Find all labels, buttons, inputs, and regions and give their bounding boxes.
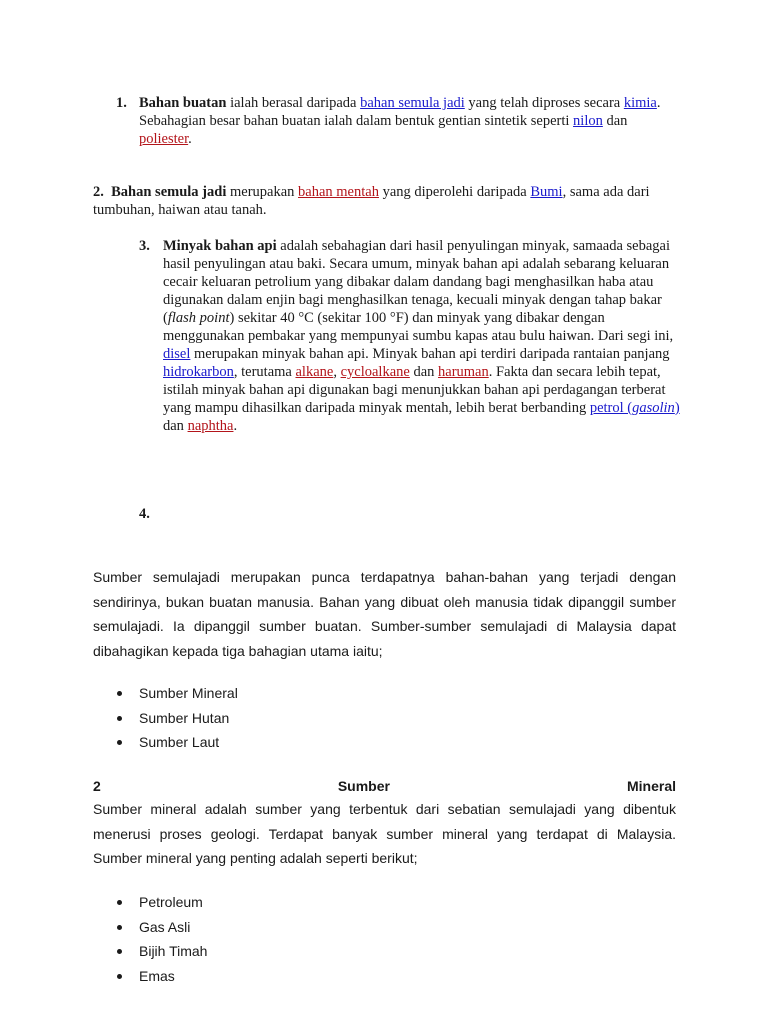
link-poliester[interactable]: poliester [139,131,189,147]
link-text-italic: gasolin [632,400,675,416]
list-item: Gas Asli [93,915,207,940]
text-span: merupakan [226,184,299,200]
text-span: dan [163,418,188,434]
list-item: Petroleum [93,890,207,915]
item-1-term: Bahan buatan [139,95,227,111]
text-span: ialah berasal daripada [226,95,361,111]
text-span: adalah sebahagian dari hasil penyulingan minyak, samaada sebagai hasil penyulingan atau baki. Secara umum, minyak bahan api adalah sebarang keluaran cecair keluaran petrolium yang dibakar dalam dandang bagi menghasilkan haba atau digunakan dalam enjin bagi menghasilkan tenaga, kecuali minyak dengan tahap bakar ( [163,238,671,326]
link-alkane[interactable]: alkane [295,364,334,380]
text-span: yang telah diproses secara [464,95,624,111]
text-span: . [188,131,192,147]
sumber-list [93,681,238,755]
heading-word-2: Mineral [626,778,676,794]
link-nilon[interactable]: nilon [573,113,603,129]
link-petrol-gasolin[interactable] [590,400,680,416]
text-span: . Sebahagian besar bahan buatan ialah dalam bentuk gentian sintetik seperti [139,95,661,129]
link-bahan-semula-jadi[interactable]: bahan semula jadi [360,95,465,111]
sumber-mineral-heading [93,774,676,798]
link-haruman[interactable]: haruman [438,364,489,380]
link-kimia[interactable]: kimia [623,95,657,111]
text-span: . [233,418,238,434]
heading-word-1: Sumber [337,778,390,794]
text-span: , sama ada dari tumbuhan, haiwan atau tanah. [93,184,650,218]
link-cycloalkane[interactable]: cycloalkane [340,364,410,380]
item-1-number: 1. [116,95,127,111]
link-disel[interactable]: disel [163,346,191,362]
link-text: ) [674,400,680,416]
sumber-semulajadi-paragraph: Sumber semulajadi merupakan punca terdapatnya bahan-bahan yang terjadi dengan sendirinya, bukan buatan manusia. Bahan yang dibuat oleh manusia tidak dipanggil sumber semulajadi. Ia dipanggil sumber buatan. Sumber-sumber semulajadi di Malaysia dapat dibahagikan kepada tiga bahagian utama iaitu; [93,569,676,660]
text-span: dan [602,113,628,129]
flash-point-term: flash point [167,310,230,326]
list-item: Emas [93,964,207,989]
heading-number: 2 [93,778,101,794]
list-item: Bijih Timah [93,939,207,964]
list-item: Sumber Laut [93,730,238,755]
text-span: yang diperolehi daripada [378,184,531,200]
mineral-list [93,890,207,989]
item-2-paragraph [93,183,683,219]
text-span: dan [409,364,439,380]
link-bumi[interactable]: Bumi [530,184,563,200]
item-3-term: Minyak bahan api [163,238,277,254]
list-item: Sumber Mineral [93,681,238,706]
text-span: , terutama [233,364,296,380]
text-span: , [333,364,341,380]
text-span: merupakan minyak bahan api. Minyak bahan api terdiri daripada rantaian panjang [190,346,670,362]
item-2-term: Bahan semula jadi [111,184,227,200]
link-hidrokarbon[interactable]: hidrokarbon [163,364,234,380]
text-span: ) sekitar 40 °C (sekitar 100 °F) dan minyak yang dibakar dengan menggunakan pembakar yang mempunyai sumbu kapas atau bulu haiwan. Dari segi ini, [163,310,674,344]
sumber-mineral-paragraph: Sumber mineral adalah sumber yang terbentuk dari sebatian semulajadi yang dibentuk menerusi proses geologi. Terdapat banyak sumber mineral yang terdapat di Malaysia. Sumber mineral yang penting adalah seperti berikut; [93,801,676,867]
link-bahan-mentah[interactable]: bahan mentah [298,184,379,200]
list-item: Sumber Hutan [93,706,238,731]
item-2-number: 2. [93,184,104,200]
link-naphtha[interactable]: naphtha [187,418,234,434]
item-3-number: 3. [139,238,150,254]
link-text: petrol ( [589,400,633,416]
text-span: . Fakta dan secara lebih tepat, istilah minyak bahan api digunakan bagi menunjukkan bahan api perdagangan terberat yang mampu dihasilkan daripada minyak mentah, lebih berat berbanding [163,364,666,416]
item-4-number: 4. [139,506,150,522]
item-1-paragraph [139,94,664,148]
item-3-paragraph [163,237,683,435]
